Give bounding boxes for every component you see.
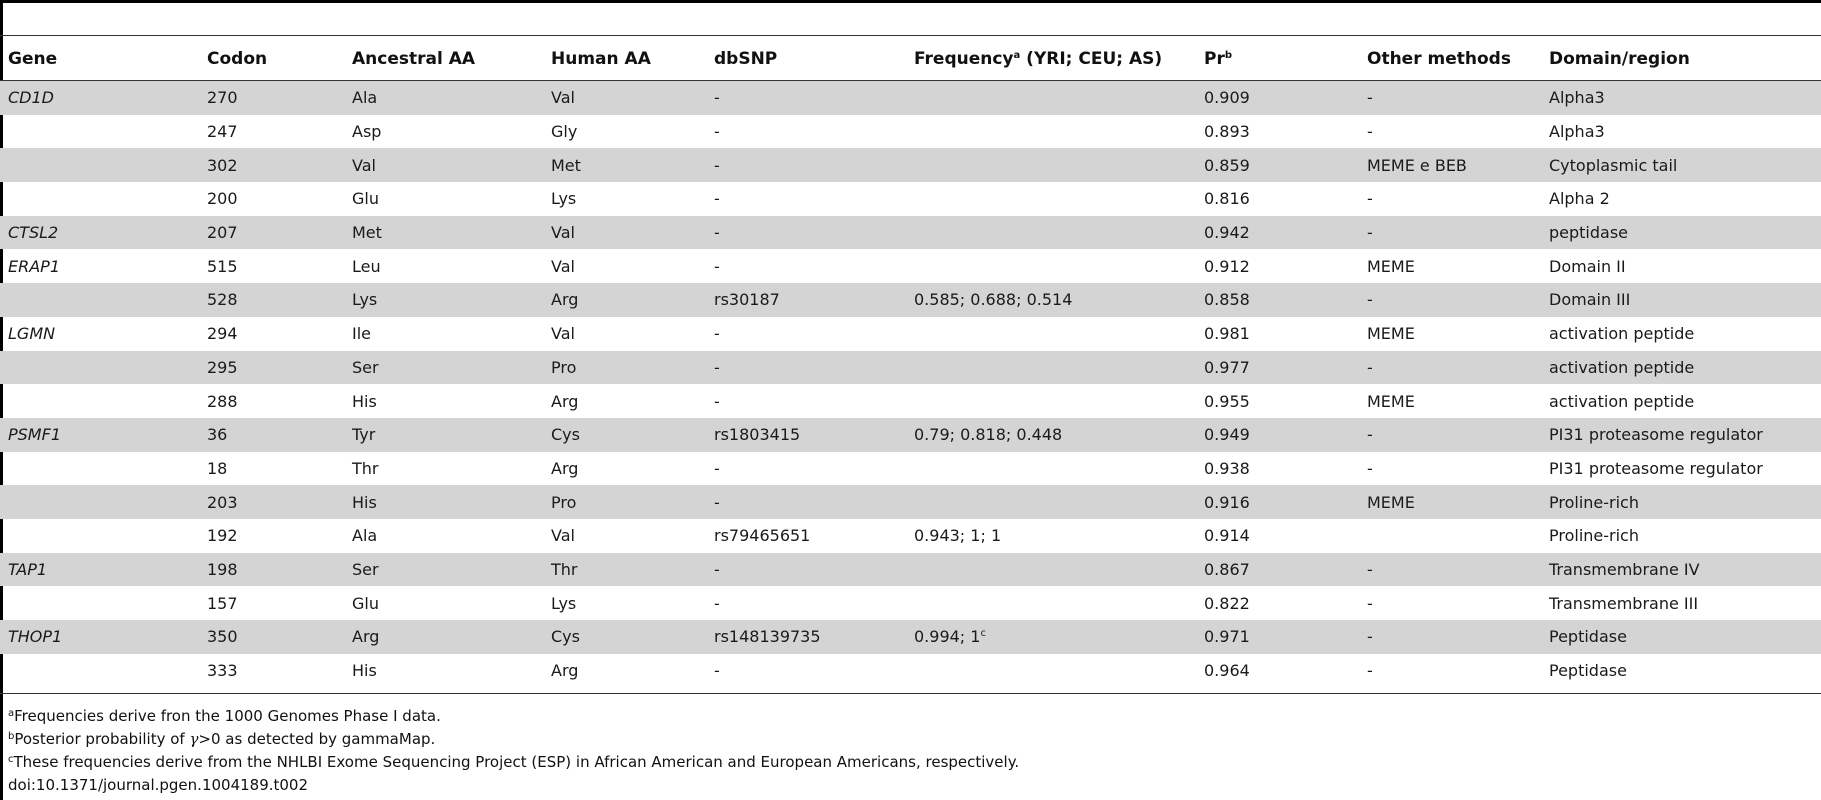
cell-ancestral-aa: Ser bbox=[344, 351, 543, 385]
cell-human-aa: Cys bbox=[543, 620, 706, 654]
header-gene: Gene bbox=[8, 48, 58, 69]
cell-gene bbox=[0, 384, 199, 418]
cell-dbsnp: - bbox=[714, 661, 720, 681]
cell-gene bbox=[0, 519, 199, 553]
frequency-value: 0.585; 0.688; 0.514 bbox=[914, 290, 1073, 310]
cell-other-methods: MEME bbox=[1367, 324, 1415, 344]
cell-pr: 0.912 bbox=[1204, 256, 1250, 276]
header-domain-region: Domain/region bbox=[1549, 48, 1690, 69]
cell-gene bbox=[0, 452, 199, 486]
header-pr bbox=[1196, 36, 1359, 81]
cell-domain-region: Domain III bbox=[1541, 283, 1821, 317]
header-ancestral-aa: Ancestral AA bbox=[352, 48, 476, 69]
header-row bbox=[0, 36, 1821, 81]
cell-frequency bbox=[906, 485, 1196, 519]
cell-ancestral-aa: His bbox=[344, 485, 543, 519]
cell-codon: 515 bbox=[207, 256, 238, 276]
table-row bbox=[0, 249, 1821, 283]
cell-codon: 198 bbox=[199, 553, 344, 587]
cell-other-methods: - bbox=[1359, 418, 1541, 452]
cell-ancestral-aa: Lys bbox=[344, 283, 543, 317]
cell-codon: 207 bbox=[199, 216, 344, 250]
cell-human-aa: Cys bbox=[543, 418, 706, 452]
header-frequency bbox=[906, 36, 1196, 81]
cell-frequency bbox=[906, 654, 1196, 688]
cell-frequency bbox=[906, 182, 1196, 216]
cell-other-methods: MEME e BEB bbox=[1359, 148, 1541, 182]
header-pr-label: Pr bbox=[1204, 48, 1225, 69]
footnote-b-text-after: >0 as detected by gammaMap. bbox=[198, 730, 436, 748]
footnote-b-mark: b bbox=[8, 731, 15, 742]
table-row bbox=[0, 81, 1821, 115]
cell-dbsnp: - bbox=[706, 351, 906, 385]
cell-other-methods: - bbox=[1359, 620, 1541, 654]
cell-other-methods: - bbox=[1359, 351, 1541, 385]
cell-human-aa: Arg bbox=[551, 391, 579, 411]
cell-ancestral-aa: Ala bbox=[344, 81, 543, 115]
frequency-value: 0.994; 1 bbox=[914, 627, 981, 647]
cell-domain-region: Transmembrane III bbox=[1549, 593, 1699, 613]
cell-gene bbox=[0, 586, 199, 620]
cell-gene: LGMN bbox=[8, 324, 56, 344]
footnote-a-text: Frequencies derive fron the 1000 Genomes Phase I data. bbox=[14, 707, 441, 725]
header-frequency-label: Frequency bbox=[914, 48, 1014, 69]
cell-domain-region: Peptidase bbox=[1549, 661, 1627, 681]
cell-gene: CTSL2 bbox=[0, 216, 199, 250]
header-frequency-footnote-mark: a bbox=[1013, 49, 1021, 61]
table-row bbox=[0, 317, 1821, 351]
cell-frequency bbox=[906, 249, 1196, 283]
cell-domain-region: Cytoplasmic tail bbox=[1541, 148, 1821, 182]
cell-dbsnp: rs79465651 bbox=[714, 526, 811, 546]
cell-ancestral-aa: Glu bbox=[352, 593, 379, 613]
cell-domain-region: Domain II bbox=[1549, 256, 1626, 276]
cell-other-methods: - bbox=[1367, 458, 1373, 478]
cell-human-aa: Arg bbox=[551, 661, 579, 681]
cell-dbsnp: - bbox=[714, 391, 720, 411]
header-frequency-populations: (YRI; CEU; AS) bbox=[1020, 48, 1163, 69]
cell-frequency bbox=[906, 553, 1196, 587]
table-footnotes bbox=[8, 705, 1019, 797]
cell-domain-region: activation peptide bbox=[1541, 351, 1821, 385]
table-row bbox=[0, 115, 1821, 149]
doi-line: doi:10.1371/journal.pgen.1004189.t002 bbox=[8, 776, 309, 794]
cell-codon: 36 bbox=[199, 418, 344, 452]
cell-ancestral-aa: Ala bbox=[352, 526, 378, 546]
cell-dbsnp: - bbox=[714, 324, 720, 344]
cell-human-aa: Val bbox=[551, 324, 575, 344]
cell-ancestral-aa: Val bbox=[344, 148, 543, 182]
table-row bbox=[0, 418, 1821, 452]
cell-pr: 0.859 bbox=[1196, 148, 1359, 182]
cell-ancestral-aa: Tyr bbox=[344, 418, 543, 452]
cell-dbsnp: - bbox=[714, 593, 720, 613]
frequency-value: 0.943; 1; 1 bbox=[914, 526, 1002, 546]
top-border bbox=[0, 0, 1821, 3]
cell-other-methods: - bbox=[1359, 216, 1541, 250]
cell-frequency bbox=[906, 148, 1196, 182]
cell-other-methods: - bbox=[1367, 122, 1373, 142]
cell-pr: 0.938 bbox=[1204, 458, 1250, 478]
cell-frequency bbox=[906, 81, 1196, 115]
footnote-c-mark: c bbox=[8, 754, 14, 765]
cell-human-aa: Val bbox=[551, 256, 575, 276]
cell-other-methods bbox=[1359, 519, 1541, 553]
cell-pr: 0.981 bbox=[1204, 324, 1250, 344]
cell-gene bbox=[0, 148, 199, 182]
cell-domain-region: Proline-rich bbox=[1541, 485, 1821, 519]
cell-dbsnp: rs1803415 bbox=[706, 418, 906, 452]
cell-ancestral-aa: Ser bbox=[344, 553, 543, 587]
cell-codon: 288 bbox=[207, 391, 238, 411]
cell-codon: 192 bbox=[207, 526, 238, 546]
cell-human-aa: Val bbox=[543, 216, 706, 250]
cell-codon: 203 bbox=[199, 485, 344, 519]
cell-pr: 0.955 bbox=[1204, 391, 1250, 411]
cell-dbsnp: - bbox=[706, 81, 906, 115]
cell-dbsnp: - bbox=[706, 485, 906, 519]
cell-gene: PSMF1 bbox=[0, 418, 199, 452]
cell-frequency bbox=[906, 586, 1196, 620]
table-row bbox=[0, 485, 1821, 519]
cell-other-methods: - bbox=[1359, 81, 1541, 115]
cell-frequency bbox=[906, 317, 1196, 351]
frequency-value: 0.79; 0.818; 0.448 bbox=[914, 425, 1063, 445]
cell-pr: 0.949 bbox=[1196, 418, 1359, 452]
cell-dbsnp: - bbox=[714, 122, 720, 142]
cell-gene: ERAP1 bbox=[8, 256, 60, 276]
cell-dbsnp: rs30187 bbox=[706, 283, 906, 317]
cell-ancestral-aa: Ile bbox=[352, 324, 372, 344]
cell-gene: CD1D bbox=[0, 81, 199, 115]
cell-frequency bbox=[906, 384, 1196, 418]
cell-frequency bbox=[906, 283, 1196, 317]
cell-domain-region: activation peptide bbox=[1549, 324, 1695, 344]
cell-pr: 0.914 bbox=[1204, 526, 1250, 546]
cell-ancestral-aa: Met bbox=[344, 216, 543, 250]
cell-other-methods: - bbox=[1367, 593, 1373, 613]
header-other-methods: Other methods bbox=[1367, 48, 1511, 69]
cell-frequency bbox=[906, 418, 1196, 452]
cell-pr: 0.816 bbox=[1204, 189, 1250, 209]
table-row bbox=[0, 452, 1821, 486]
cell-pr: 0.822 bbox=[1204, 593, 1250, 613]
cell-codon: 270 bbox=[199, 81, 344, 115]
table-row bbox=[0, 586, 1821, 620]
cell-domain-region: Transmembrane IV bbox=[1541, 553, 1821, 587]
cell-human-aa: Pro bbox=[543, 485, 706, 519]
cell-gene: THOP1 bbox=[0, 620, 199, 654]
footnote-b-text-before: Posterior probability of bbox=[14, 730, 190, 748]
cell-human-aa: Met bbox=[543, 148, 706, 182]
cell-pr: 0.858 bbox=[1196, 283, 1359, 317]
cell-domain-region: PI31 proteasome regulator bbox=[1549, 458, 1763, 478]
cell-codon: 200 bbox=[207, 189, 238, 209]
cell-human-aa: Lys bbox=[551, 189, 577, 209]
cell-ancestral-aa: His bbox=[352, 661, 377, 681]
cell-ancestral-aa: Arg bbox=[344, 620, 543, 654]
table-row bbox=[0, 216, 1821, 250]
cell-codon: 294 bbox=[207, 324, 238, 344]
cell-gene bbox=[0, 115, 199, 149]
frequency-footnote-mark: c bbox=[980, 628, 986, 640]
table-row bbox=[0, 148, 1821, 182]
cell-other-methods: MEME bbox=[1359, 485, 1541, 519]
cell-other-methods: - bbox=[1359, 553, 1541, 587]
cell-other-methods: - bbox=[1359, 283, 1541, 317]
cell-codon: 18 bbox=[207, 458, 228, 478]
cell-human-aa: Val bbox=[551, 526, 575, 546]
table-row bbox=[0, 519, 1821, 553]
cell-dbsnp: - bbox=[706, 216, 906, 250]
table-row bbox=[0, 620, 1821, 654]
cell-frequency bbox=[906, 620, 1196, 654]
cell-pr: 0.977 bbox=[1196, 351, 1359, 385]
footnote-b-gamma-symbol: γ bbox=[189, 730, 199, 748]
cell-pr: 0.867 bbox=[1196, 553, 1359, 587]
cell-ancestral-aa: Glu bbox=[352, 189, 379, 209]
cell-frequency bbox=[906, 115, 1196, 149]
cell-frequency bbox=[906, 351, 1196, 385]
header-human-aa: Human AA bbox=[551, 48, 651, 69]
footnote-c-text: These frequencies derive from the NHLBI Exome Sequencing Project (ESP) in African American and European Americans, respectively. bbox=[13, 753, 1020, 771]
cell-dbsnp: - bbox=[706, 553, 906, 587]
cell-frequency bbox=[906, 519, 1196, 553]
footnote-a-mark: a bbox=[8, 708, 15, 719]
footnote-b bbox=[8, 728, 1019, 751]
table-row bbox=[0, 182, 1821, 216]
cell-human-aa: Pro bbox=[543, 351, 706, 385]
cell-pr: 0.942 bbox=[1196, 216, 1359, 250]
cell-dbsnp: - bbox=[706, 148, 906, 182]
cell-human-aa: Gly bbox=[551, 122, 578, 142]
table-row bbox=[0, 351, 1821, 385]
cell-codon: 302 bbox=[199, 148, 344, 182]
cell-ancestral-aa: Asp bbox=[352, 122, 382, 142]
cell-codon: 528 bbox=[199, 283, 344, 317]
cell-domain-region: Peptidase bbox=[1541, 620, 1821, 654]
cell-human-aa: Arg bbox=[543, 283, 706, 317]
cell-ancestral-aa: Thr bbox=[352, 458, 379, 478]
cell-codon: 350 bbox=[199, 620, 344, 654]
cell-pr: 0.971 bbox=[1196, 620, 1359, 654]
cell-gene bbox=[0, 283, 199, 317]
cell-domain-region: peptidase bbox=[1541, 216, 1821, 250]
table-bottom-rule bbox=[0, 693, 1821, 694]
cell-codon: 295 bbox=[199, 351, 344, 385]
header-codon: Codon bbox=[207, 48, 268, 69]
cell-dbsnp: - bbox=[714, 189, 720, 209]
cell-gene: TAP1 bbox=[0, 553, 199, 587]
cell-domain-region: Alpha3 bbox=[1541, 81, 1821, 115]
header-dbsnp: dbSNP bbox=[714, 48, 778, 69]
cell-other-methods: - bbox=[1367, 189, 1373, 209]
cell-ancestral-aa: Leu bbox=[352, 256, 381, 276]
cell-other-methods: - bbox=[1367, 661, 1373, 681]
cell-human-aa: Val bbox=[543, 81, 706, 115]
cell-dbsnp: - bbox=[714, 458, 720, 478]
table-body bbox=[0, 81, 1821, 687]
cell-gene bbox=[0, 351, 199, 385]
cell-codon: 333 bbox=[207, 661, 238, 681]
cell-dbsnp: - bbox=[714, 256, 720, 276]
cell-human-aa: Arg bbox=[551, 458, 579, 478]
cell-human-aa: Thr bbox=[543, 553, 706, 587]
cell-gene bbox=[0, 654, 199, 688]
cell-gene bbox=[0, 485, 199, 519]
cell-domain-region: Alpha3 bbox=[1549, 122, 1605, 142]
cell-pr: 0.893 bbox=[1204, 122, 1250, 142]
cell-ancestral-aa: His bbox=[352, 391, 377, 411]
cell-pr: 0.964 bbox=[1204, 661, 1250, 681]
results-table bbox=[0, 36, 1821, 687]
header-pr-footnote-mark: b bbox=[1224, 49, 1233, 61]
table-row bbox=[0, 384, 1821, 418]
cell-human-aa: Lys bbox=[551, 593, 577, 613]
cell-domain-region: Alpha 2 bbox=[1549, 189, 1610, 209]
cell-pr: 0.916 bbox=[1196, 485, 1359, 519]
footnote-c bbox=[8, 751, 1019, 774]
cell-domain-region: activation peptide bbox=[1549, 391, 1695, 411]
table-row bbox=[0, 283, 1821, 317]
cell-codon: 247 bbox=[207, 122, 238, 142]
cell-other-methods: MEME bbox=[1367, 256, 1415, 276]
cell-domain-region: Proline-rich bbox=[1549, 526, 1639, 546]
cell-gene bbox=[0, 182, 199, 216]
cell-dbsnp: rs148139735 bbox=[706, 620, 906, 654]
cell-frequency bbox=[906, 452, 1196, 486]
cell-codon: 157 bbox=[207, 593, 238, 613]
cell-other-methods: MEME bbox=[1367, 391, 1415, 411]
cell-pr: 0.909 bbox=[1196, 81, 1359, 115]
table-row bbox=[0, 654, 1821, 688]
cell-domain-region: PI31 proteasome regulator bbox=[1541, 418, 1821, 452]
footnote-a bbox=[8, 705, 1019, 728]
cell-frequency bbox=[906, 216, 1196, 250]
table-row bbox=[0, 553, 1821, 587]
